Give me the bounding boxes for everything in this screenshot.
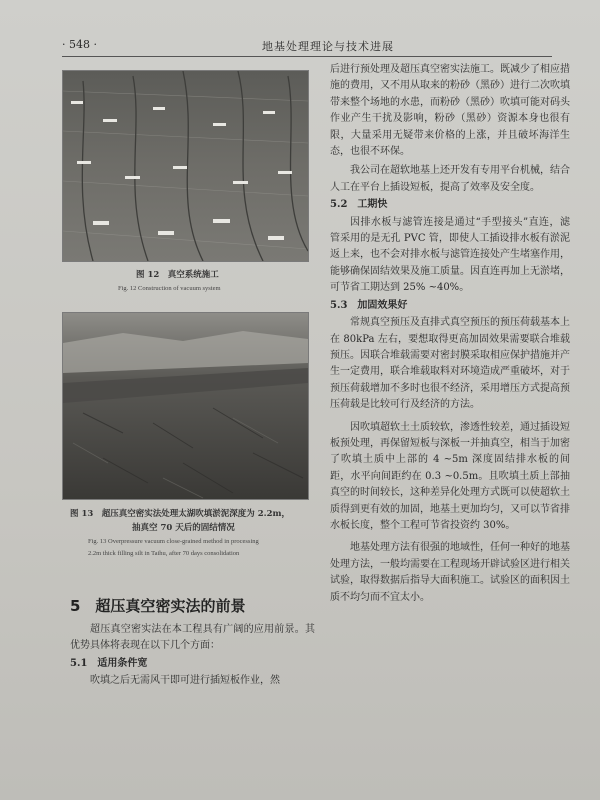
right-column-text <box>330 62 570 606</box>
figure-13-photo <box>62 312 309 500</box>
page-number: · 548 · <box>62 38 97 51</box>
journal-title: 地基处理理论与技术进展 <box>262 40 394 53</box>
paragraph-reinforcement: 常规真空预压及直排式真空预压的预压荷载基本上在 80kPa 左右，要想取得更高加固效果需要联合堆载预压。因联合堆载需要对密封膜采取相应保护措施并产生一定费用，联合堆载取料对环境造成严重破坏，对于预压荷载增加不多时也很不经济，采用增压方式提高预压荷载是比较可行及经济的方法。 <box>330 317 570 411</box>
section-5-1-text: 吹填之后无需风干即可进行插短板作业，然 <box>90 675 280 687</box>
figure-13-caption-en-line2: 2.2m thick filling silt in Taihu, after 70 days consolidation <box>88 550 240 557</box>
figure-13-caption-zh-line1: 图 13 超压真空密实法处理太湖吹填淤泥深度为 2.2m， <box>70 509 291 519</box>
section-5-3-heading: 5.3 加固效果好 <box>330 299 408 311</box>
figure-13-caption-en-line1: Fig. 13 Overpressure vacuum close-grained method in processing <box>88 538 259 545</box>
figure-12-caption-zh: 图 12 真空系统施工 <box>136 270 219 280</box>
figure-13-caption-zh-line2: 抽真空 70 天后的固结情况 <box>132 523 235 533</box>
paragraph-platform: 我公司在超软地基上还开发有专用平台机械，结合人工在平台上插设短板，提高了效率及安全度。 <box>330 165 570 193</box>
running-header <box>62 36 552 57</box>
paragraph-schedule: 因排水板与滤管连接是通过“手型接头”直连，滤管采用的是无孔 PVC 管，即使人工插设排水板有淤泥返上来，也不会对排水板与滤管连接处产生堵塞作用，能够确保固结效果及施工质量。因直连再加上无淤堵，可节省工期达到 25% ~40%。 <box>330 216 570 294</box>
section-5-2-heading: 5.2 工期快 <box>330 199 388 211</box>
section-5-intro: 超压真空密实法在本工程具有广阔的应用前景。其优势具体将表现在以下几个方面： <box>70 624 315 652</box>
paragraph-regional: 地基处理方法有很强的地域性，任何一种好的地基处理方法，一般均需要在工程现场开辟试验区进行相关试验，取得数据后指导大面积施工。试验区的面积因土质不均匀而不宜太小。 <box>330 542 570 603</box>
left-column-text <box>70 622 315 690</box>
figure-12-photo <box>62 70 309 262</box>
paragraph-continuation: 后进行预处理及超压真空密实法施工。既减少了相应措施的费用，又不用从取来的粉砂（黑砂）进行二次吹填带来整个场地的水患，而粉砂（黑砂）吹填可能对码头作业产生干扰及影响，粉砂（黑砂）资源本身也很有限，大量采用无疑带来价格的上涨，并且破坏海洋生态，也很不环保。 <box>330 64 570 158</box>
figure-12-caption-en: Fig. 12 Construction of vacuum system <box>118 285 221 292</box>
section-5-1-heading: 5.1 适用条件宽 <box>70 657 148 669</box>
paragraph-soft-soil: 因吹填超软土土质较软，渗透性较差，通过插设短板预处理，再保留短板与深板一并抽真空，相当于加密了吹填土质中上部的 4 ~5m 深度固结排水板的间距，水平向间距约在 0.3 ~0.5m。且吹填土质上部抽真空的时间较长，这种差异化处理方式既可以使超软土质得到更有效的加固，地基土更加均匀，又可以节省排水板长度，整个工程可节省投资约 30%。 <box>330 421 570 531</box>
section-5-title: 5 超压真空密实法的前景 <box>70 597 246 615</box>
